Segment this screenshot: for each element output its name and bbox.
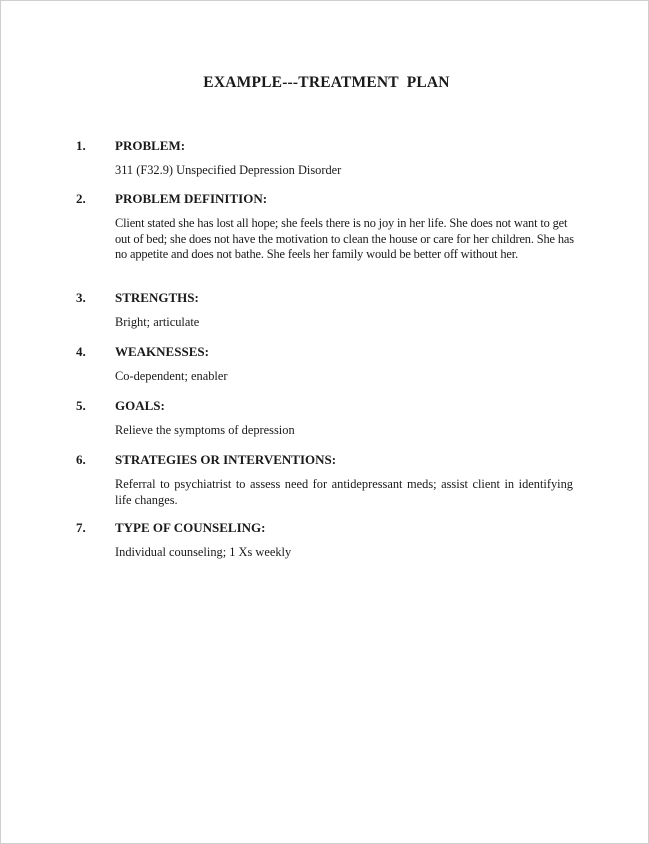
section-number: 5. [76,398,86,413]
section-body: 311 (F32.9) Unspecified Depression Disorder [115,163,342,177]
section-heading: STRENGTHS: [115,290,199,305]
section-body: Individual counseling; 1 Xs weekly [115,545,292,559]
document-title: EXAMPLE---TREATMENT PLAN [203,74,450,91]
section-heading: PROBLEM: [115,138,186,153]
section-number: 6. [76,452,86,467]
section-number: 4. [76,344,86,359]
section-number: 3. [76,290,86,305]
section-body: Referral to psychiatrist to assess need for antidepressant meds; assist client in identifying life changes. [115,477,573,507]
section-body: Relieve the symptoms of depression [115,423,295,437]
section-heading: GOALS: [115,398,165,413]
section-heading: TYPE OF COUNSELING: [115,520,266,535]
section-body: Bright; articulate [115,315,200,329]
section-number: 2. [76,191,86,206]
section-number: 1. [76,138,86,153]
section-heading: STRATEGIES OR INTERVENTIONS: [115,452,337,467]
section-number: 7. [76,520,86,535]
section-heading: WEAKNESSES: [115,344,209,359]
section-body: Client stated she has lost all hope; she feels there is no joy in her life. She does not want to get out of bed; she does not have the motivation to clean the house or care for her children. She has no appetite and does not bathe. She feels her family would be better off without her. [115,216,574,261]
section-body: Co-dependent; enabler [115,369,228,383]
section-heading: PROBLEM DEFINITION: [115,191,268,206]
